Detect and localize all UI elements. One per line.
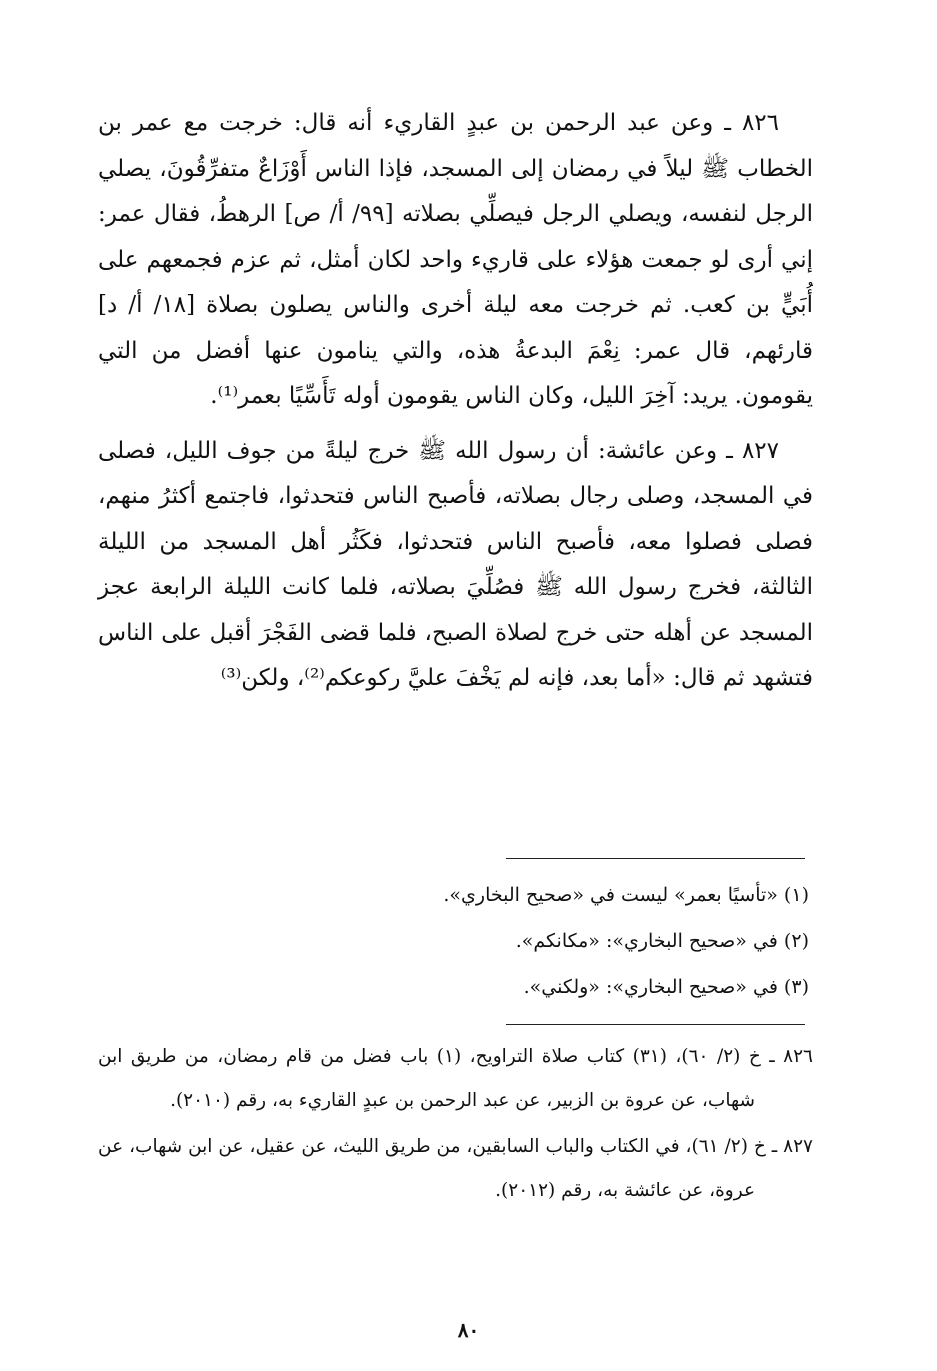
footnotes [98,872,813,1010]
footnote-3: (٣) في «صحيح البخاري»: «ولكني». [523,976,809,998]
footnote-2: (٢) في «صحيح البخاري»: «مكانكم». [515,930,809,952]
takhrij-sources [98,1035,813,1215]
hadith-827-paragraph: ٨٢٧ ـ وعن عائشة: أن رسول الله ﷺ خرج ليلةً من جوف الليل، فصلى في المسجد، وصلى رجال بصلاته، فأصبح الناس فتحدثوا، فاجتمع أكثرُ منهم، فصلى فصلوا معه، فأصبح الناس فتحدثوا، فكَثُر أهل المسجد من الليلة الثالثة، فخرج رسول الله ﷺ فصُلِّيَ بصلاته، فلما كانت الليلة الرابعة عجز المسجد عن أهله حتى خرج لصلاة الصبح، فلما قضى الفَجْرَ أقبل على الناس فتشهد ثم قال: «أما بعد، فإنه لم يَخْفَ عليَّ ركوعكم⁽²⁾، ولكن⁽³⁾ [98,437,813,691]
source-827: ٨٢٧ ـ خ (٢/ ٦١)، في الكتاب والباب السابقين، من طريق الليث، عن عقيل، عن ابن شهاب، عن عروة، عن عائشة به، رقم (٢٠١٢). [98,1136,813,1201]
source-826: ٨٢٦ ـ خ (٢/ ٦٠)، (٣١) كتاب صلاة التراويح، (١) باب فضل من قام رمضان، من طريق ابن شهاب، عن عروة بن الزبير، عن عبد الرحمن بن عبدٍ القاريء به، رقم (٢٠١٠). [98,1046,813,1111]
page-number: ٨٠ [457,1318,480,1342]
hadith-826-paragraph: ٨٢٦ ـ وعن عبد الرحمن بن عبدٍ القاريء أنه قال: خرجت مع عمر بن الخطاب ﷺ ليلاً في رمضان إلى المسجد، فإذا الناس أَوْزَاعٌ متفرِّقُونَ، يصلي الرجل لنفسه، ويصلي الرجل فيصلِّي بصلاته [٩٩/ أ/ ص] الرهطُ، فقال عمر: إني أرى لو جمعت هؤلاء على قاريء واحد لكان أمثل، ثم عزم فجمعهم على أُبَيٍّ بن كعب. ثم خرجت معه ليلة أخرى والناس يصلون بصلاة [١٨/ أ/ د] قارئهم، قال عمر: نِعْمَ البدعةُ هذه، والتي ينامون عنها أفضل من التي يقومون. يريد: آخِرَ الليل، وكان الناس يقومون أوله تَأَسِّيًا بعمر⁽¹⁾. [98,110,813,409]
footnotes-separator [506,858,805,859]
footnote-1: (١) «تأسيًا بعمر» ليست في «صحيح البخاري». [443,884,809,906]
main-text [98,101,813,702]
sources-separator [506,1024,805,1025]
